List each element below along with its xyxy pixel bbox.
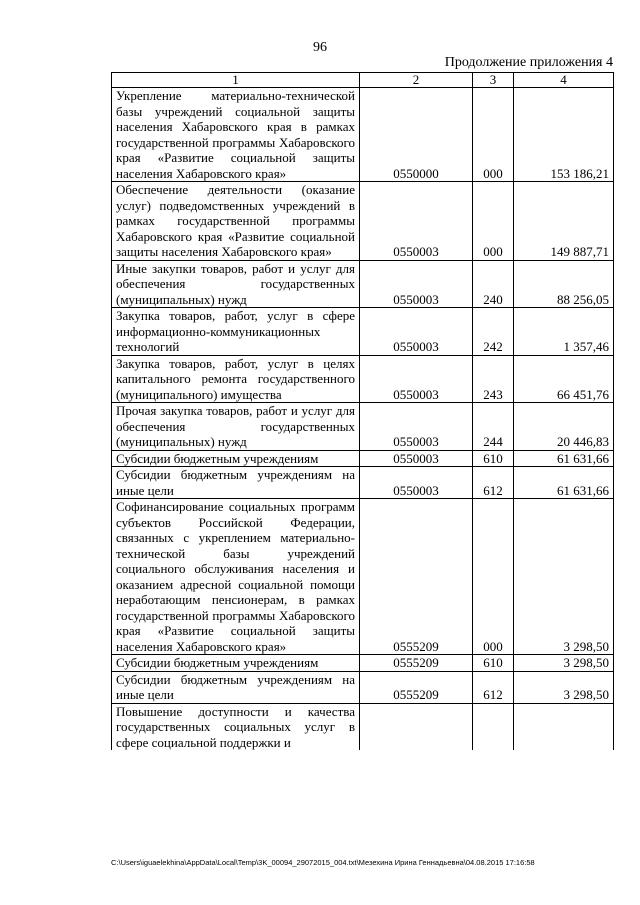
row-description: Закупка товаров, работ, услуг в целях капитального ремонта государственного (муниципального) имущества <box>112 355 360 403</box>
file-path-footer: C:\Users\iguaelekhina\AppData\Local\Temp\3K_00094_29072015_004.txt\Мезехина Ирина Геннадьевна\04.08.2015 17:16:58 <box>111 858 535 867</box>
row-target-code: 0550003 <box>360 355 473 403</box>
row-description: Иные закупки товаров, работ и услуг для обеспечения государственных (муниципальных) нужд <box>112 260 360 308</box>
row-expense-type <box>473 703 514 750</box>
table-row <box>112 403 614 451</box>
row-expense-type: 612 <box>473 671 514 703</box>
column-header-4: 4 <box>514 73 614 88</box>
row-target-code: 0550003 <box>360 308 473 356</box>
row-target-code <box>360 703 473 750</box>
row-target-code: 0555209 <box>360 655 473 672</box>
row-target-code: 0550003 <box>360 182 473 261</box>
row-description: Субсидии бюджетным учреждениям на иные цели <box>112 467 360 499</box>
row-expense-type: 240 <box>473 260 514 308</box>
row-target-code: 0550003 <box>360 450 473 467</box>
row-amount: 153 186,21 <box>514 88 614 182</box>
column-header-2: 2 <box>360 73 473 88</box>
row-amount: 61 631,66 <box>514 450 614 467</box>
table-row <box>112 671 614 703</box>
row-expense-type: 242 <box>473 308 514 356</box>
table-row <box>112 355 614 403</box>
row-amount: 3 298,50 <box>514 499 614 655</box>
row-target-code: 0555209 <box>360 499 473 655</box>
row-expense-type: 000 <box>473 88 514 182</box>
row-target-code: 0555209 <box>360 671 473 703</box>
row-amount: 3 298,50 <box>514 655 614 672</box>
row-expense-type: 000 <box>473 499 514 655</box>
table-row <box>112 260 614 308</box>
budget-table <box>111 72 614 750</box>
table-row <box>112 467 614 499</box>
page-number: 96 <box>313 40 327 55</box>
row-expense-type: 000 <box>473 182 514 261</box>
row-expense-type: 243 <box>473 355 514 403</box>
table-row <box>112 308 614 356</box>
row-amount: 61 631,66 <box>514 467 614 499</box>
row-expense-type: 244 <box>473 403 514 451</box>
table-row <box>112 703 614 750</box>
row-amount <box>514 703 614 750</box>
table-row <box>112 499 614 655</box>
row-description: Закупка товаров, работ, услуг в сфере информационно-коммуникационных технологий <box>112 308 360 356</box>
appendix-continuation-label: Продолжение приложения 4 <box>444 55 613 70</box>
table-row <box>112 88 614 182</box>
row-target-code: 0550003 <box>360 260 473 308</box>
row-amount: 66 451,76 <box>514 355 614 403</box>
row-amount: 3 298,50 <box>514 671 614 703</box>
row-target-code: 0550003 <box>360 403 473 451</box>
column-header-1: 1 <box>112 73 360 88</box>
row-description: Обеспечение деятельности (оказание услуг) подведомственных учреждений в рамках государственной программы Хабаровского края «Развитие социальной защиты населения Хабаровского края» <box>112 182 360 261</box>
row-description: Субсидии бюджетным учреждениям <box>112 655 360 672</box>
row-amount: 88 256,05 <box>514 260 614 308</box>
row-description: Софинансирование социальных программ субъектов Российской Федерации, связанных с укреплением материально-технической базы учреждений социального обслуживания населения и оказанием адресной социальной помощи неработающим пенсионерам, в рамках государственной программы Хабаровского края «Развитие социальной защиты населения Хабаровского края» <box>112 499 360 655</box>
row-description: Субсидии бюджетным учреждениям на иные цели <box>112 671 360 703</box>
row-expense-type: 612 <box>473 467 514 499</box>
row-description: Прочая закупка товаров, работ и услуг для обеспечения государственных (муниципальных) нужд <box>112 403 360 451</box>
table-row <box>112 450 614 467</box>
table-row <box>112 182 614 261</box>
row-target-code: 0550000 <box>360 88 473 182</box>
table-row <box>112 655 614 672</box>
row-description: Укрепление материально-технической базы учреждений социальной защиты населения Хабаровского края в рамках государственной программы Хабаровского края «Развитие социальной защиты населения Хабаровского края» <box>112 88 360 182</box>
row-amount: 20 446,83 <box>514 403 614 451</box>
row-amount: 149 887,71 <box>514 182 614 261</box>
column-header-3: 3 <box>473 73 514 88</box>
table-header-row <box>112 73 614 88</box>
row-description: Субсидии бюджетным учреждениям <box>112 450 360 467</box>
row-expense-type: 610 <box>473 655 514 672</box>
row-amount: 1 357,46 <box>514 308 614 356</box>
row-target-code: 0550003 <box>360 467 473 499</box>
row-description: Повышение доступности и качества государственных социальных услуг в сфере социальной поддержки и <box>112 703 360 750</box>
row-expense-type: 610 <box>473 450 514 467</box>
